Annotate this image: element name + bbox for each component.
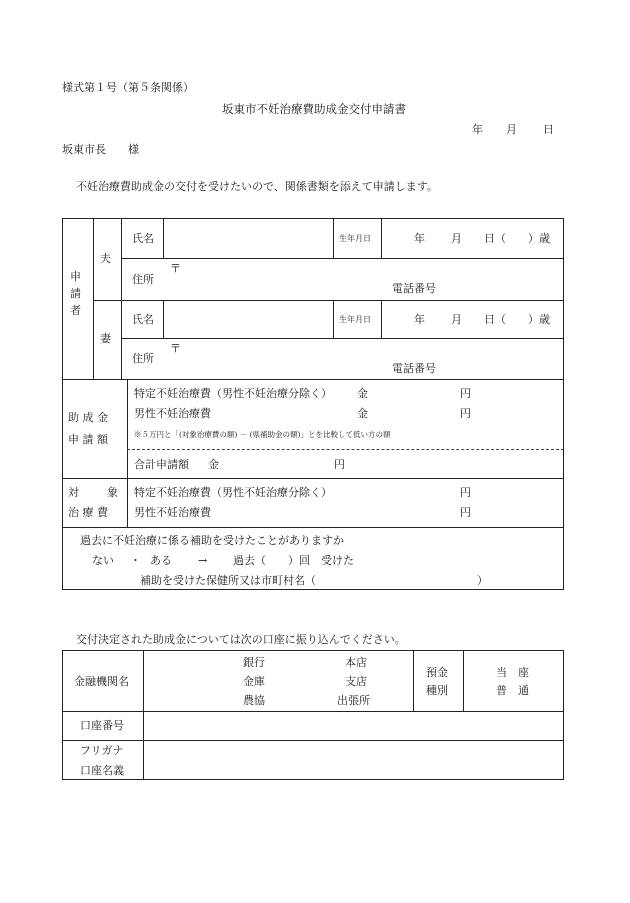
past-count-text: 過去（ ）回 受けた bbox=[233, 554, 354, 567]
grant-item1-kin: 金 bbox=[357, 387, 368, 400]
past-source-close: ） bbox=[477, 574, 488, 587]
addressee: 坂東市長 様 bbox=[62, 143, 139, 156]
wife-birth-day-age: 日（ ）歳 bbox=[484, 313, 550, 326]
account-number-label: 口座番号 bbox=[80, 719, 124, 732]
husband-phone-label: 電話番号 bbox=[392, 282, 436, 295]
bank-type-ginko[interactable]: 銀行 bbox=[243, 656, 265, 669]
postal-mark-icon: 〒 bbox=[170, 342, 181, 355]
branch-name-field[interactable] bbox=[274, 656, 334, 706]
husband-name-label: 氏名 bbox=[132, 232, 154, 245]
wife-birth-year: 年 bbox=[414, 313, 425, 326]
postal-mark-icon: 〒 bbox=[170, 262, 181, 275]
deposit-type-label-1: 預金 bbox=[426, 666, 448, 679]
branch-type-shucchojo[interactable]: 出張所 bbox=[337, 694, 370, 707]
target-label-a: 対 bbox=[68, 486, 79, 499]
wife-address-field[interactable] bbox=[166, 342, 560, 376]
intro-text: 不妊治療費助成金の交付を受けたいので、関係書類を添えて申請します。 bbox=[76, 180, 438, 193]
husband-birth-year: 年 bbox=[414, 232, 425, 245]
account-name-label: 口座名義 bbox=[80, 764, 124, 777]
wife-label: 妻 bbox=[100, 332, 111, 345]
grant-label-line2: 申 請 額 bbox=[68, 433, 108, 446]
grant-item1-amount-field[interactable] bbox=[374, 384, 456, 400]
institution-label: 金融機関名 bbox=[74, 675, 129, 688]
husband-birth-month: 月 bbox=[451, 232, 462, 245]
grant-item1: 特定不妊治療費（男性不妊治療分除く） bbox=[134, 387, 332, 400]
wife-birth-month: 月 bbox=[451, 313, 462, 326]
applicant-group-label: 申 請 者 bbox=[70, 270, 81, 318]
past-source-label: 補助を受けた保健所又は市町村名（ bbox=[140, 574, 316, 587]
grant-item2-yen: 円 bbox=[460, 407, 471, 420]
deposit-type-futsu[interactable]: 普 通 bbox=[496, 684, 529, 697]
deposit-type-toza[interactable]: 当 座 bbox=[496, 666, 529, 679]
grant-total-label: 合計申請額 bbox=[134, 458, 189, 471]
institution-name-field[interactable] bbox=[150, 656, 240, 706]
grant-item2-amount-field[interactable] bbox=[374, 404, 456, 420]
target-item1-amount-field[interactable] bbox=[360, 483, 456, 499]
past-question: 過去に不妊治療に係る補助を受けたことがありますか bbox=[80, 534, 344, 547]
grant-item2-kin: 金 bbox=[357, 407, 368, 420]
wife-phone-label: 電話番号 bbox=[392, 362, 436, 375]
husband-birth-day-age: 日（ ）歳 bbox=[484, 232, 550, 245]
past-option-no[interactable]: ない bbox=[92, 554, 114, 567]
grant-total-yen: 円 bbox=[334, 458, 345, 471]
date-day: 日 bbox=[543, 123, 554, 136]
bank-type-nokyo[interactable]: 農協 bbox=[243, 694, 265, 707]
husband-address-field[interactable] bbox=[166, 262, 560, 296]
account-number-field[interactable] bbox=[148, 714, 560, 736]
grant-label-line1: 助 成 金 bbox=[68, 411, 108, 424]
date-month: 月 bbox=[506, 123, 517, 136]
target-item2-yen: 円 bbox=[460, 506, 471, 519]
husband-label: 夫 bbox=[100, 252, 111, 265]
furigana-label: フリガナ bbox=[80, 744, 124, 757]
form-number: 様式第１号（第５条関係） bbox=[62, 81, 194, 94]
past-option-separator: ・ bbox=[130, 554, 141, 567]
target-item1: 特定不妊治療費（男性不妊治療分除く） bbox=[134, 486, 332, 499]
past-source-field[interactable] bbox=[330, 571, 472, 587]
husband-name-field[interactable] bbox=[168, 223, 328, 253]
arrow-right-icon: → bbox=[198, 554, 208, 567]
grant-total-amount-field[interactable] bbox=[224, 455, 328, 471]
grant-item1-yen: 円 bbox=[460, 387, 471, 400]
grant-total-kin: 金 bbox=[208, 458, 219, 471]
husband-birth-label: 生年月日 bbox=[339, 234, 371, 243]
husband-address-label: 住所 bbox=[132, 273, 154, 286]
date-year: 年 bbox=[472, 123, 483, 136]
target-label-b: 象 bbox=[107, 486, 118, 499]
wife-address-label: 住所 bbox=[132, 352, 154, 365]
wife-birth-label: 生年月日 bbox=[339, 315, 371, 324]
target-item2: 男性不妊治療費 bbox=[134, 506, 211, 519]
bank-intro: 交付決定された助成金については次の口座に振り込んでください。 bbox=[76, 633, 406, 646]
wife-name-label: 氏名 bbox=[132, 313, 154, 326]
deposit-type-label-2: 種別 bbox=[426, 684, 448, 697]
branch-type-shiten[interactable]: 支店 bbox=[345, 675, 367, 688]
target-item2-amount-field[interactable] bbox=[360, 503, 456, 519]
branch-type-honten[interactable]: 本店 bbox=[345, 656, 367, 669]
target-label-line2: 治 療 費 bbox=[68, 506, 108, 519]
bank-type-kinko[interactable]: 金庫 bbox=[243, 675, 265, 688]
account-name-field[interactable] bbox=[148, 743, 560, 777]
target-item1-yen: 円 bbox=[460, 486, 471, 499]
wife-name-field[interactable] bbox=[168, 304, 328, 334]
grant-item2: 男性不妊治療費 bbox=[134, 407, 211, 420]
grant-note: ※５万円と「(対象治療費の額) － (県補助金の額)」とを比較して低い方の額 bbox=[134, 430, 391, 439]
page-title: 坂東市不妊治療費助成金交付申請書 bbox=[222, 102, 406, 116]
past-option-yes[interactable]: ある bbox=[150, 554, 172, 567]
